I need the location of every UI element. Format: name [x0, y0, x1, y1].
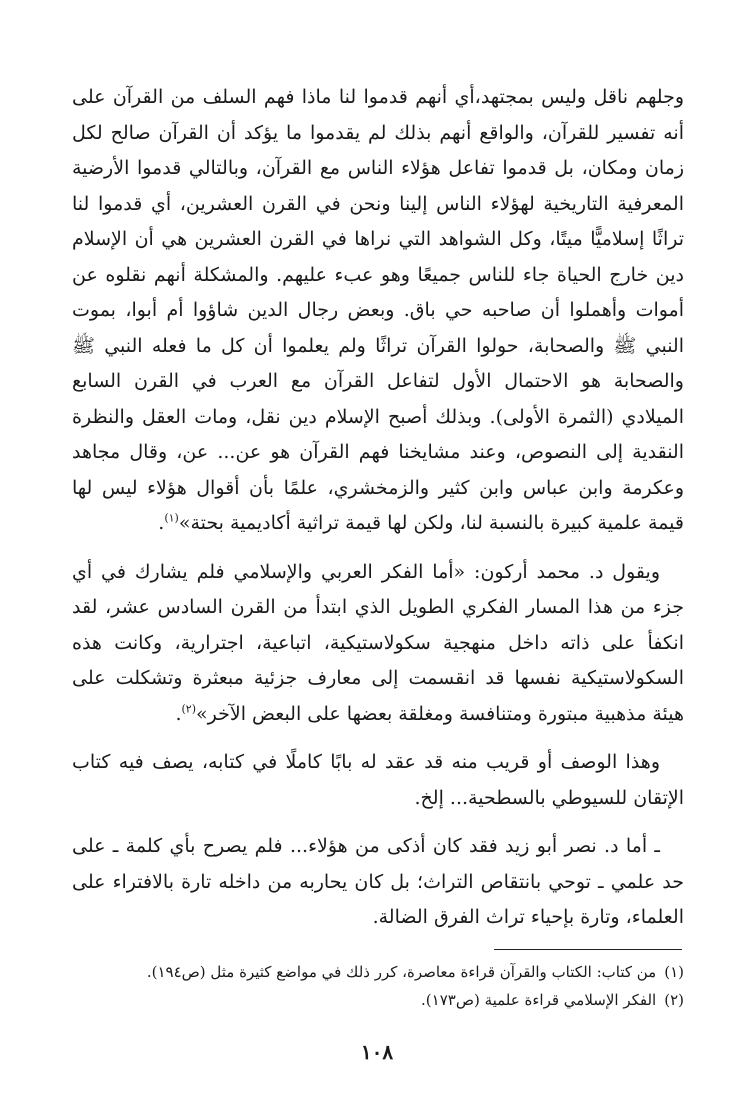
footnote-ref-1: (١)	[164, 511, 179, 525]
footnote-ref-2: (٢)	[181, 702, 196, 716]
paragraph-1	[72, 80, 684, 542]
paragraph-2	[72, 555, 684, 733]
paragraph-3	[72, 745, 684, 816]
paragraph-4-text: ـ أما د. نصر أبو زيد فقد كان أذكى من هؤلاء... فلم يصرح بأي كلمة ـ على حد علمي ـ توحي بانتقاص التراث؛ بل كان يحاربه من داخله تارة بالافتراء على العلماء، وتارة بإحياء تراث الفرق الضالة.	[72, 835, 684, 928]
footnote-2-text: الفكر الإسلامي قراءة علمية (ص١٧٣).	[421, 991, 657, 1009]
page-number: ١٠٨	[360, 1040, 394, 1064]
footnote-2	[72, 986, 684, 1014]
footnote-1-text: من كتاب: الكتاب والقرآن قراءة معاصرة، كرر ذلك في مواضع كثيرة مثل (ص١٩٤).	[146, 963, 657, 981]
footnote-separator	[494, 949, 682, 950]
paragraph-1-tail: .	[158, 512, 165, 534]
footnote-1	[72, 958, 684, 986]
paragraph-3-text: وهذا الوصف أو قريب منه قد عقد له بابًا كاملًا في كتابه، يصف فيه كتاب الإتقان للسيوطي بالسطحية... إلخ.	[72, 751, 684, 809]
paragraph-4	[72, 829, 684, 936]
paragraph-1-text: وجلهم ناقل وليس بمجتهد،أي أنهم قدموا لنا ماذا فهم السلف من القرآن على أنه تفسير للقرآن، والواقع أنهم بذلك لم يقدموا ما يؤكد أن القرآن صالح لكل زمان ومكان، بل قدموا تفاعل هؤلاء الناس مع القرآن، وبالتالي قدموا الأرضية المعرفية التاريخية لهؤلاء الناس إلينا ونحن في القرن العشرين، أي قدموا لنا تراثًا إسلاميًّا ميتًا، وكل الشواهد التي نراها في القرن العشرين هي أن الإسلام دين خارج الحياة جاء للناس جميعًا وهو عبء عليهم. والمشكلة أنهم نقلوه عن أموات وأهملوا أن صاحبه حي باق. وبعض رجال الدين شاؤوا أم أبوا، بموت النبي ﷺ والصحابة، حولوا القرآن تراثًا ولم يعلموا أن كل ما فعله النبي ﷺ والصحابة هو الاحتمال الأول لتفاعل القرآن مع العرب في القرن السابع الميلادي (الثمرة الأولى). وبذلك أصبح الإسلام دين نقل، ومات العقل والنظرة النقدية إلى النصوص، وعند مشايخنا فهم القرآن هو عن... عن، وقال مجاهد وعكرمة وابن عباس وابن كثير والزمخشري، علمًا بأن أقوال هؤلاء ليس لها قيمة علمية كبيرة بالنسبة لنا، ولكن لها قيمة تراثية أكاديمية بحتة»	[72, 86, 685, 534]
paragraph-2-text: ويقول د. محمد أركون: «أما الفكر العربي والإسلامي فلم يشارك في أي جزء من هذا المسار الفكري الطويل الذي ابتدأ من القرن السادس عشر، لقد انكفأ على ذاته داخل منهجية سكولاستيكية، اتباعية، اجترارية، وكانت هذه السكولاستيكية نفسها قد انقسمت إلى معارف جزئية مبعثرة وتشكلت على هيئة مذهبية مبتورة ومتنافسة ومغلقة بعضها على البعض الآخر»	[72, 560, 684, 725]
footnote-2-number: (٢)	[664, 991, 684, 1009]
footnotes	[72, 958, 684, 1014]
footnote-1-number: (١)	[664, 963, 684, 981]
page-body	[72, 80, 684, 936]
paragraph-2-tail: .	[175, 702, 182, 725]
